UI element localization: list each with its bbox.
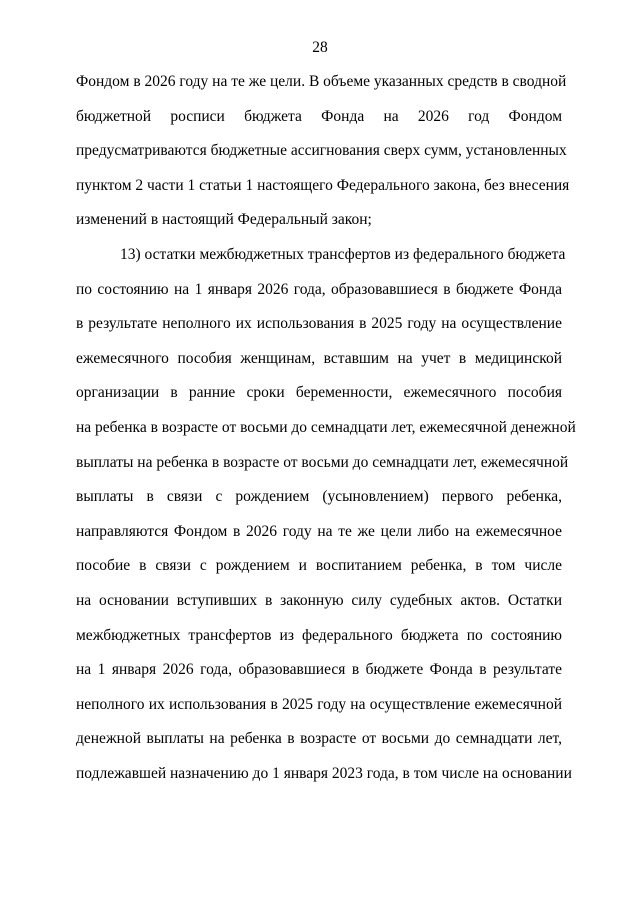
text-line: 13) остатки межбюджетных трансфертов из федерального бюджета (120, 246, 566, 263)
text-line: выплаты в связи с рождением (усыновлением) первого ребенка, (76, 488, 562, 506)
text-line: на основании вступивших в законную силу судебных актов. Остатки (76, 591, 562, 609)
text-line: направляются Фондом в 2026 году на те же цели либо на ежемесячное (76, 522, 562, 540)
text-line: пунктом 2 части 1 статьи 1 настоящего Федерального закона, без внесения (76, 176, 570, 194)
text-line: предусматриваются бюджетные ассигнования сверх сумм, установленных (76, 142, 567, 160)
text-line: выплаты на ребенка в возрасте от восьми до семнадцати лет, ежемесячной (76, 453, 569, 471)
text-line: денежной выплаты на ребенка в возрасте от восьми до семнадцати лет, (76, 730, 562, 748)
text-line: организации в ранние сроки беременности, ежемесячного пособия (76, 384, 562, 402)
text-line: в результате неполного их использования в 2025 году на осуществление (76, 315, 562, 333)
text-line: пособие в связи с рождением и воспитанием ребенка, в том числе (76, 557, 562, 575)
text-line: межбюджетных трансфертов из федерального бюджета по состоянию (76, 626, 562, 644)
text-line: неполного их использования в 2025 году на осуществление ежемесячной (76, 695, 562, 713)
page-number: 28 (312, 39, 328, 56)
text-line: на ребенка в возрасте от восьми до семнадцати лет, ежемесячной денежной (76, 418, 576, 436)
text-line: ежемесячного пособия женщинам, вставшим на учет в медицинской (76, 349, 562, 367)
text-line: изменений в настоящий Федеральный закон; (76, 211, 372, 229)
text-line: на 1 января 2026 года, образовавшиеся в бюджете Фонда в результате (76, 661, 562, 679)
paragraph-1 (76, 72, 570, 245)
text-line: Фондом в 2026 году на те же цели. В объеме указанных средств в сводной (76, 73, 567, 90)
text-line: подлежавшей назначению до 1 января 2023 года, в том числе на основании (76, 764, 572, 782)
text-line: по состоянию на 1 января 2026 года, образовавшиеся в бюджете Фонда (76, 280, 562, 298)
text-line: бюджетной росписи бюджета Фонда на 2026 год Фондом (76, 107, 562, 125)
paragraph-2 (76, 245, 576, 799)
